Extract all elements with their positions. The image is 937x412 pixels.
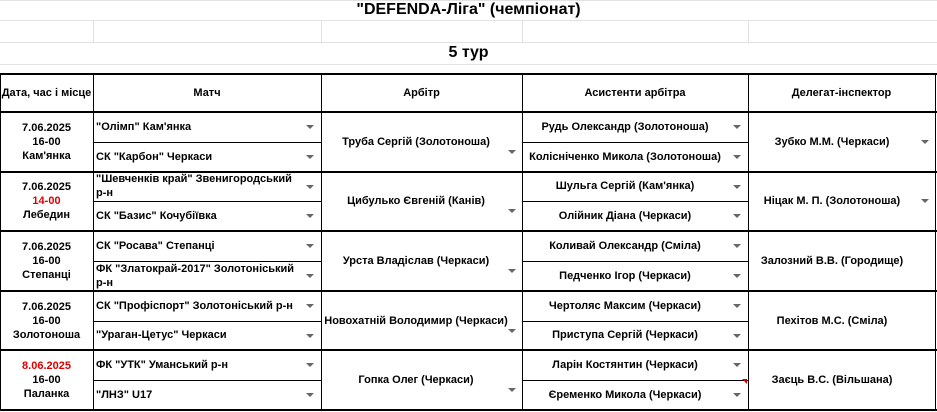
match-date: 7.06.2025 — [22, 181, 71, 194]
date-cell[interactable] — [0, 112, 93, 172]
assistant-1-cell[interactable]: Коливай Олександр (Сміла) — [549, 240, 701, 253]
dropdown-arrow-icon[interactable] — [508, 388, 516, 392]
grid-line — [93, 20, 94, 42]
assistant-2-cell[interactable]: Єременко Микола (Черкаси) — [548, 389, 702, 402]
header-date[interactable]: Дата, час і місце — [1, 87, 92, 99]
away-team-cell[interactable]: "ЛНЗ" U17 — [96, 389, 153, 402]
dropdown-arrow-icon[interactable] — [508, 269, 516, 273]
dropdown-arrow-icon[interactable] — [306, 393, 314, 397]
assistant-1-cell[interactable]: Чертоляс Максим (Черкаси) — [549, 299, 701, 312]
assistant-2-cell[interactable]: Педченко Ігор (Черкаси) — [559, 269, 691, 282]
dropdown-arrow-icon[interactable] — [733, 214, 741, 218]
assistant-2-cell[interactable]: Олійник Діана (Черкаси) — [558, 210, 692, 223]
sheet-title[interactable]: "DEFENDA-Ліга" (чемпіонат) — [356, 1, 581, 18]
dropdown-arrow-icon[interactable] — [306, 334, 314, 338]
away-team-cell[interactable]: СК "Карбон" Черкаси — [96, 150, 213, 163]
delegate-cell[interactable]: Зубко М.М. (Черкаси) — [774, 135, 890, 148]
away-team-cell[interactable]: СК "Базис" Кочубіївка — [96, 210, 217, 223]
assistant-1-cell[interactable]: Рудь Олександр (Золотоноша) — [541, 120, 709, 133]
home-team-cell[interactable]: СК "Росава" Степанці — [96, 240, 215, 253]
match-date: 7.06.2025 — [22, 240, 71, 253]
comment-marker-icon[interactable] — [742, 379, 747, 384]
border-line — [522, 73, 523, 410]
dropdown-arrow-icon[interactable] — [306, 185, 314, 189]
match-date: 7.06.2025 — [22, 121, 71, 134]
round-label[interactable]: 5 тур — [448, 44, 489, 61]
dropdown-arrow-icon[interactable] — [306, 304, 314, 308]
dropdown-arrow-icon[interactable] — [306, 214, 314, 218]
border-line — [93, 73, 94, 410]
match-place: Кам'янка — [22, 149, 71, 162]
match-time: 16-00 — [32, 254, 61, 267]
grid-line — [0, 64, 937, 65]
dropdown-arrow-icon[interactable] — [306, 274, 314, 278]
border-line — [935, 73, 936, 410]
match-time: 16-00 — [32, 374, 61, 387]
match-time: 14-00 — [32, 195, 61, 208]
dropdown-arrow-icon[interactable] — [921, 199, 929, 203]
delegate-cell[interactable]: Пехітов М.С. (Сміла) — [776, 314, 888, 327]
delegate-cell[interactable]: Ніцак М. П. (Золотоноша) — [763, 195, 901, 208]
dropdown-arrow-icon[interactable] — [733, 244, 741, 248]
grid-line — [321, 20, 322, 42]
referee-cell[interactable]: Гопка Олег (Черкаси) — [358, 374, 474, 387]
assistant-2-cell[interactable]: Колісніченко Микола (Золотоноша) — [529, 150, 721, 163]
away-team-cell[interactable]: "Ураган-Цетус" Черкаси — [96, 329, 227, 342]
header-match[interactable]: Матч — [193, 87, 221, 99]
date-cell[interactable] — [0, 291, 93, 351]
referee-cell[interactable]: Труба Сергій (Золотоноша) — [342, 135, 490, 148]
dropdown-arrow-icon[interactable] — [921, 140, 929, 144]
referee-cell[interactable]: Цибулько Євгеній (Канів) — [347, 195, 485, 208]
match-time: 16-00 — [32, 314, 61, 327]
delegate-cell[interactable]: Залозний В.В. (Городище) — [760, 254, 904, 267]
dropdown-arrow-icon[interactable] — [306, 244, 314, 248]
match-place: Степанці — [22, 268, 71, 281]
dropdown-arrow-icon[interactable] — [306, 125, 314, 129]
home-team-cell[interactable]: СК "Профіспорт" Золотоніський р-н — [96, 299, 293, 312]
grid-line — [0, 20, 937, 21]
border-line — [0, 111, 937, 113]
home-team-cell[interactable]: ФК "УТК" Уманський р-н — [96, 359, 228, 372]
dropdown-arrow-icon[interactable] — [508, 209, 516, 213]
match-place: Лебедин — [23, 209, 70, 222]
match-time: 16-00 — [32, 135, 61, 148]
grid-line — [0, 0, 937, 1]
home-team-cell[interactable]: "Олімп" Кам'янка — [96, 120, 192, 133]
referee-cell[interactable]: Урста Владіслав (Черкаси) — [342, 254, 490, 267]
border-line — [748, 73, 749, 410]
dropdown-arrow-icon[interactable] — [508, 150, 516, 154]
dropdown-arrow-icon[interactable] — [733, 155, 741, 159]
dropdown-arrow-icon[interactable] — [733, 393, 741, 397]
header-assistants[interactable]: Асистенти арбітра — [584, 87, 686, 99]
assistant-1-cell[interactable]: Ларін Костянтин (Черкаси) — [552, 359, 698, 372]
border-line — [0, 73, 937, 75]
grid-line — [0, 42, 937, 43]
header-delegate[interactable]: Делегат-інспектор — [791, 87, 892, 99]
grid-line — [748, 20, 749, 42]
match-date: 7.06.2025 — [22, 300, 71, 313]
home-team-cell[interactable]: "Шевченків край" Звенигородський р-н — [96, 173, 292, 200]
dropdown-arrow-icon[interactable] — [733, 274, 741, 278]
date-cell[interactable] — [0, 350, 93, 410]
match-date: 8.06.2025 — [22, 360, 71, 373]
assistant-1-cell[interactable]: Шульга Сергій (Кам'янка) — [555, 180, 695, 193]
dropdown-arrow-icon[interactable] — [733, 363, 741, 367]
date-cell[interactable] — [0, 231, 93, 291]
dropdown-arrow-icon[interactable] — [733, 125, 741, 129]
assistant-2-cell[interactable]: Приступа Сергій (Черкаси) — [552, 329, 698, 342]
header-referee[interactable]: Арбітр — [403, 87, 440, 99]
grid-line — [522, 20, 523, 42]
match-place: Паланка — [23, 388, 70, 401]
dropdown-arrow-icon[interactable] — [306, 363, 314, 367]
dropdown-arrow-icon[interactable] — [733, 185, 741, 189]
dropdown-arrow-icon[interactable] — [733, 304, 741, 308]
dropdown-arrow-icon[interactable] — [508, 329, 516, 333]
date-cell[interactable] — [0, 172, 93, 232]
match-place: Золотоноша — [12, 328, 81, 341]
delegate-cell[interactable]: Заєць В.С. (Вільшана) — [771, 374, 893, 387]
away-team-cell[interactable]: ФК "Златокрай-2017" Золотоніський р-н — [96, 262, 295, 289]
referee-cell[interactable]: Новохатній Володимир (Черкаси) — [324, 314, 508, 327]
dropdown-arrow-icon[interactable] — [733, 334, 741, 338]
border-line — [321, 73, 322, 410]
border-line — [0, 73, 1, 410]
dropdown-arrow-icon[interactable] — [306, 155, 314, 159]
